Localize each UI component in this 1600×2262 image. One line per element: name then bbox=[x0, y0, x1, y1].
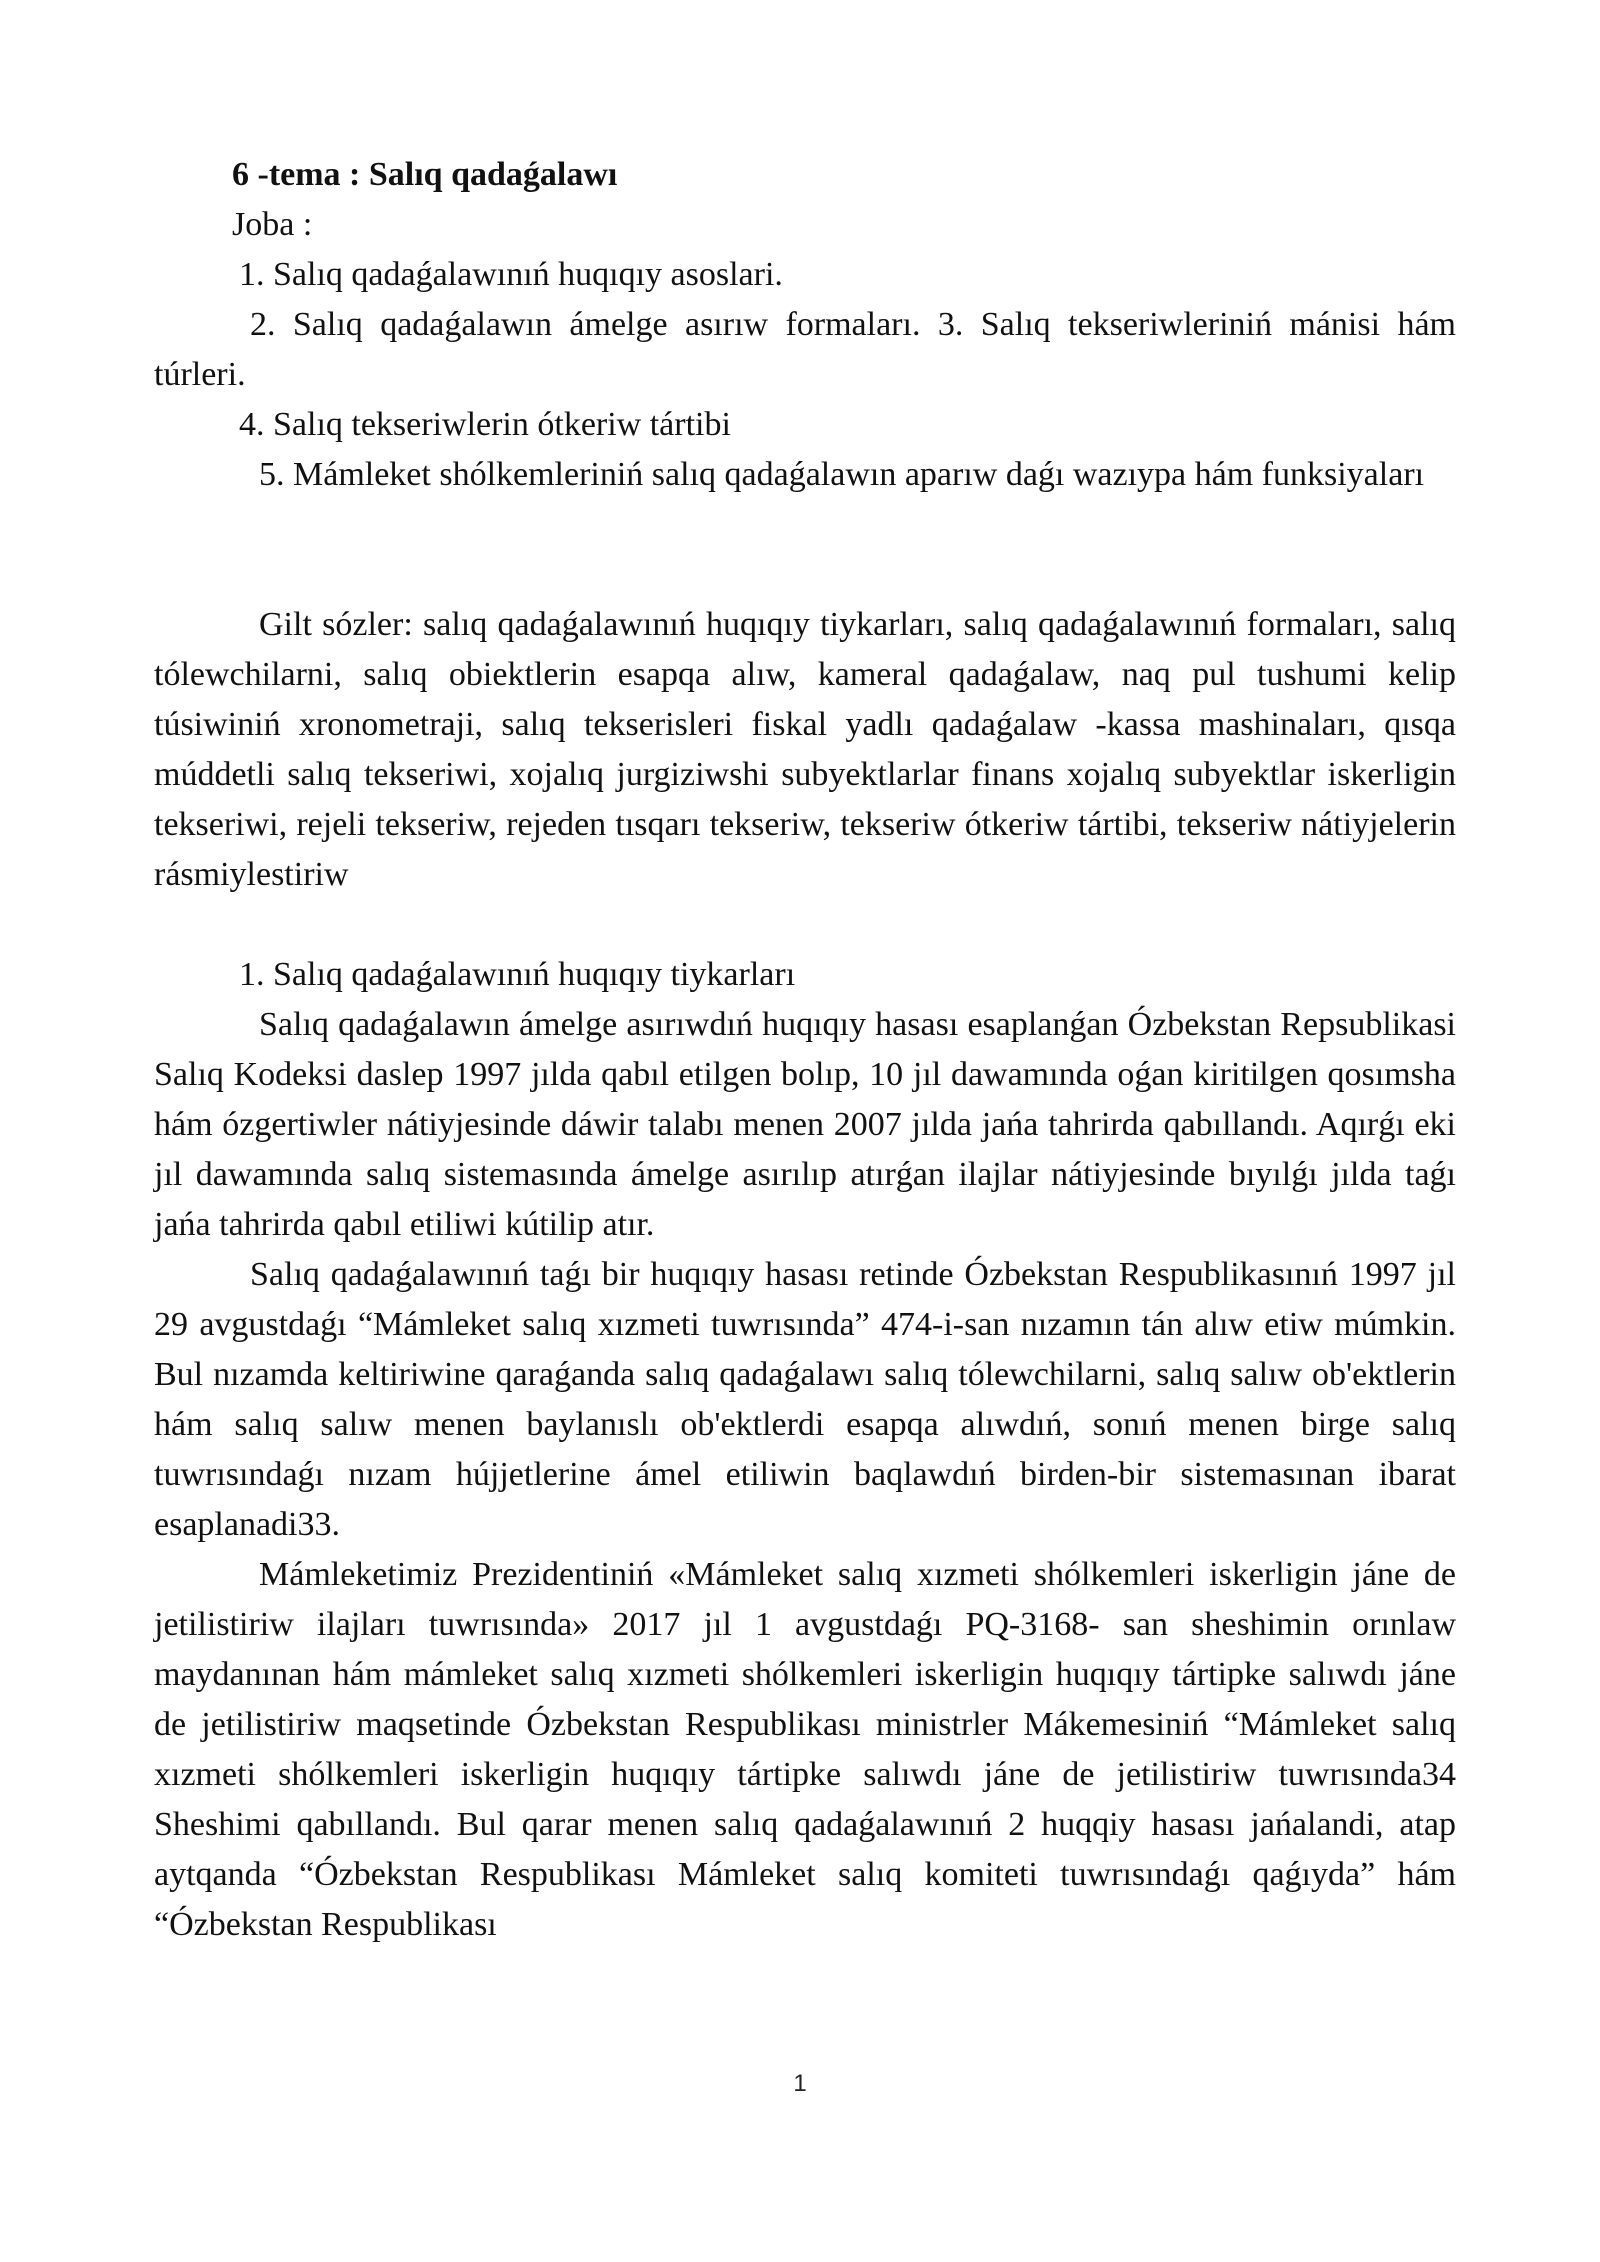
plan-item-5: 5. Mámleket shólkemleriniń salıq qadaǵalawın aparıw daǵı wazıypa hám funksiyaları bbox=[259, 456, 1425, 493]
document-title: 6 -tema : Salıq qadaǵalawı bbox=[232, 156, 618, 193]
plan-item-1: 1. Salıq qadaǵalawınıń huqıqıy asoslari. bbox=[239, 256, 783, 293]
section-heading: 1. Salıq qadaǵalawınıń huqıqıy tiykarları bbox=[239, 956, 796, 993]
plan-label: Joba : bbox=[232, 206, 313, 243]
spacer bbox=[154, 900, 1456, 950]
document-page bbox=[154, 150, 1456, 1950]
plan-item-2: 2. Salıq qadaǵalawın ámelge asırıw formaları. 3. Salıq tekseriwleriniń mánisi hám túrleri. bbox=[154, 306, 1456, 393]
body-paragraph-3: Mámleketimiz Prezidentiniń «Mámleket salıq xızmeti shólkemleri iskerligin jáne de jetilistiriw ilajları tuwrısında» 2017 jıl 1 avgustdaǵı PQ-3168- san sheshimin orınlaw maydanınan hám mámleket salıq xızmeti shólkemleri iskerligin huqıqıy tártipke salıwdı jáne de jetilistiriw maqsetinde Ózbekstan Respublikası ministrler Mákemesiniń “Mámleket salıq xızmeti shólkemleri iskerligin huqıqıy tártipke salıwdı jáne de jetilistiriw tuwrısında34 Sheshimi qabıllandı. Bul qarar menen salıq qadaǵalawınıń 2 huqqiy hasası jańalandi, atap aytqanda “Ózbekstan Respublikası Mámleket salıq komiteti tuwrısındaǵı qaǵıyda” hám “Ózbekstan Respublikası bbox=[154, 1556, 1456, 1943]
keywords-paragraph: Gilt sózler: salıq qadaǵalawınıń huqıqıy tiykarları, salıq qadaǵalawınıń formaları, salıq tólewchilarni, salıq obiektlerin esapqa alıw, kameral qadaǵalaw, naq pul tushumi kelip túsiwiniń xronometraji, salıq tekserisleri fiskal yadlı qadaǵalaw -kassa mashinaları, qısqa múddetli salıq tekseriwi, xojalıq jurgiziwshi subyektlarlar finans xojalıq subyektlar iskerligin tekseriwi, rejeli tekseriw, rejeden tısqarı tekseriw, tekseriw ótkeriw tártibi, tekseriw nátiyjelerin rásmiylestiriw bbox=[154, 606, 1456, 893]
body-paragraph-2: Salıq qadaǵalawınıń taǵı bir huqıqıy hasası retinde Ózbekstan Respublikasınıń 1997 jıl 29 avgustdaǵı “Mámleket salıq xızmeti tuwrısında” 474-i-san nızamın tán alıw etiw múmkin. Bul nızamda keltiriwine qaraǵanda salıq qadaǵalawı salıq tólewchilarni, salıq salıw ob'ektlerin hám salıq salıw menen baylanıslı ob'ektlerdi esapqa alıwdıń, sonıń menen birge salıq tuwrısındaǵı nızam hújjetlerine ámel etiliwin baqlawdıń birden-bir sistemasınan ibarat esaplanadi33. bbox=[154, 1256, 1456, 1543]
page-number: 1 bbox=[793, 2070, 807, 2097]
spacer bbox=[154, 500, 1456, 600]
body-paragraph-1: Salıq qadaǵalawın ámelge asırıwdıń huqıqıy hasası esaplanǵan Ózbekstan Repsublikasi Salıq Kodeksi daslep 1997 jılda qabıl etilgen bolıp, 10 jıl dawamında oǵan kiritilgen qosımsha hám ózgertiwler nátiyjesinde dáwir talabı menen 2007 jılda jańa tahrirda qabıllandı. Aqırǵı eki jıl dawamında salıq sistemasında ámelge asırılıp atırǵan ilajlar nátiyjesinde bıyılǵı jılda taǵı jańa tahrirda qabıl etiliwi kútilip atır. bbox=[154, 1006, 1456, 1243]
plan-item-4: 4. Salıq tekseriwlerin ótkeriw tártibi bbox=[239, 406, 731, 443]
